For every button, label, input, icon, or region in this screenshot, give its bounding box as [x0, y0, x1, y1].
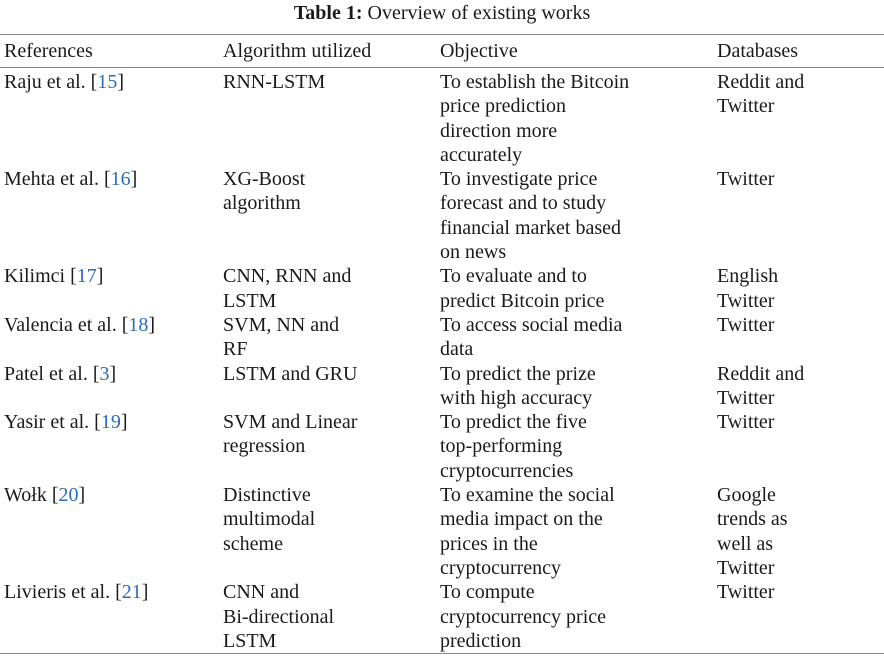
cell-objective: To compute cryptocurrency price prediction [440, 581, 607, 652]
cell-databases: Twitter [717, 313, 775, 336]
cell-reference [0, 264, 222, 313]
table-caption [0, 0, 884, 30]
reference-bracket: ] [148, 313, 156, 336]
cell-reference [0, 410, 222, 483]
cell-algorithm: RNN-LSTM [223, 71, 326, 93]
table-row [0, 70, 884, 167]
reference-bracket: ] [130, 168, 138, 191]
cell-objective: To predict the prize with high accuracy [440, 362, 596, 409]
table-row [0, 362, 884, 411]
reference-bracket: ] [96, 265, 104, 288]
overview-table [0, 34, 884, 654]
cell-algorithm: SVM and Linear regression [223, 411, 358, 458]
cell-reference [0, 362, 222, 411]
table-row [0, 483, 884, 580]
reference-author: Mehta et al. [ [4, 168, 111, 191]
citation-link[interactable]: 19 [100, 411, 121, 434]
reference-author: Raju et al. [ [4, 71, 98, 93]
cell-databases: Reddit and Twitter [717, 362, 805, 409]
table-row [0, 313, 884, 362]
table-caption-text: Overview of existing works [367, 2, 591, 24]
reference-bracket: ] [78, 484, 86, 507]
cell-algorithm: CNN, RNN and LSTM [223, 265, 352, 312]
table-row [0, 580, 884, 653]
cell-databases: English Twitter [717, 265, 779, 312]
reference-author: Yasir et al. [ [4, 411, 101, 434]
bottom-rule [0, 653, 884, 654]
reference-author: Livieris et al. [ [4, 581, 122, 604]
cell-databases: Twitter [717, 411, 775, 434]
citation-link[interactable]: 20 [58, 484, 79, 507]
header-references: References [4, 40, 93, 62]
reference-author: Kilimci [ [4, 265, 77, 288]
citation-link[interactable]: 21 [121, 581, 142, 604]
table-body [0, 68, 884, 653]
citation-link[interactable]: 18 [128, 313, 149, 336]
reference-bracket: ] [117, 71, 124, 93]
table-row [0, 167, 884, 264]
table-caption-label: Table 1: [293, 2, 363, 24]
citation-link[interactable]: 15 [97, 71, 118, 93]
citation-link[interactable]: 17 [76, 265, 97, 288]
cell-reference [0, 313, 222, 362]
cell-objective: To evaluate and to predict Bitcoin price [440, 265, 605, 312]
cell-reference [0, 70, 222, 167]
cell-objective: To investigate price forecast and to study financial market based on news [440, 168, 622, 264]
cell-reference [0, 483, 222, 580]
reference-bracket: ] [141, 581, 149, 604]
cell-algorithm: LSTM and GRU [223, 362, 358, 385]
header-objective: Objective [440, 40, 518, 62]
cell-objective: To examine the social media impact on the prices in the cryptocurrency [440, 484, 615, 579]
cell-algorithm: Distinctive multimodal scheme [223, 484, 316, 555]
table-row [0, 264, 884, 313]
cell-algorithm: SVM, NN and RF [223, 313, 340, 361]
reference-bracket: ] [120, 411, 128, 434]
cell-databases: Twitter [717, 168, 775, 191]
reference-author: Patel et al. [ [4, 362, 100, 385]
reference-author: Wołk [ [4, 484, 59, 507]
cell-reference [0, 167, 222, 264]
cell-objective: To access social media data [440, 313, 623, 361]
cell-algorithm: CNN and Bi-directional LSTM [223, 581, 335, 652]
header-algorithm: Algorithm utilized [223, 40, 372, 62]
reference-bracket: ] [109, 362, 117, 385]
reference-author: Valencia et al. [ [4, 313, 129, 336]
header-databases: Databases [717, 40, 799, 62]
cell-databases: Twitter [717, 581, 775, 604]
citation-link[interactable]: 3 [99, 362, 110, 385]
cell-databases: Google trends as well as Twitter [717, 484, 788, 579]
cell-objective: To establish the Bitcoin price prediction direction more accurately [440, 71, 630, 166]
cell-objective: To predict the five top-performing cryptocurrencies [440, 411, 587, 482]
cell-algorithm: XG-Boost algorithm [223, 168, 306, 215]
cell-databases: Reddit and Twitter [717, 71, 805, 118]
cell-reference [0, 580, 222, 653]
table-row [0, 410, 884, 483]
citation-link[interactable]: 16 [110, 168, 131, 191]
table-header-row [0, 35, 884, 67]
